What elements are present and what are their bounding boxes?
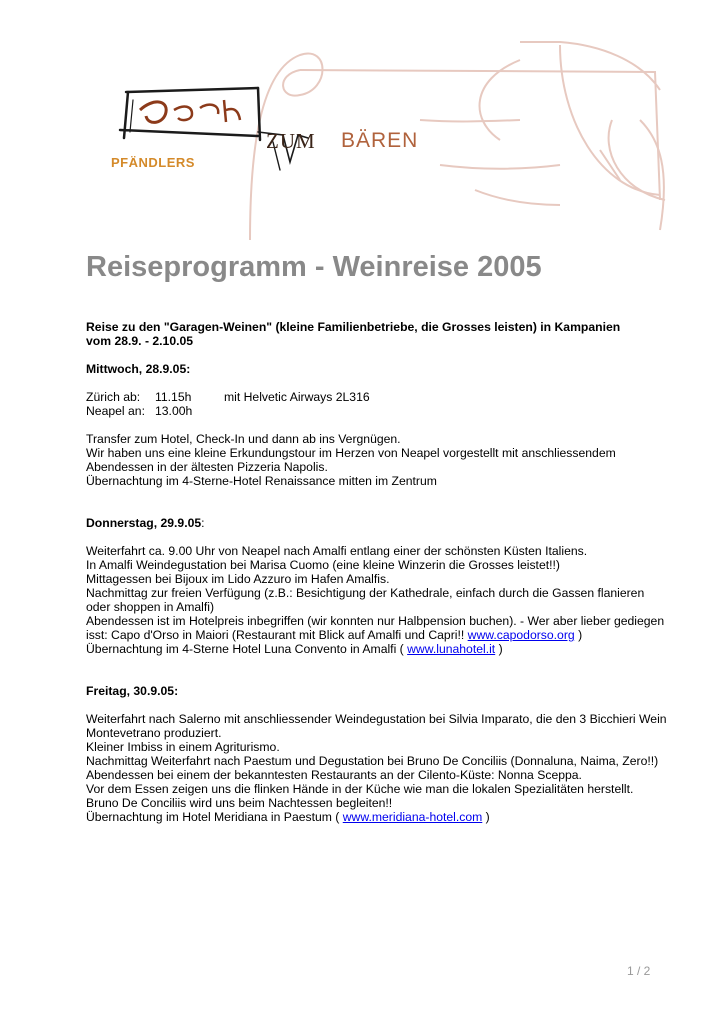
meridiana-close: ) (482, 810, 490, 824)
day2-text-line: Weiterfahrt ca. 9.00 Uhr von Neapel nach Amalfi entlang einer der schönsten Küsten Italiens. (86, 544, 588, 558)
document-body (86, 248, 676, 824)
capodorso-link[interactable]: www.capodorso.org (467, 628, 575, 642)
day2-heading-colon: : (201, 516, 205, 530)
day3-text-line: Montevetrano produziert. (86, 726, 222, 740)
day2-text-line: Abendessen ist im Hotelpreis inbegriffen (wir konnten nur Halbpension buchen). - Wer aber lieber gediegen (86, 614, 665, 628)
meridiana-text: Übernachtung im Hotel Meridiana in Paestum ( (86, 810, 343, 824)
flight-time: 13.00h (155, 404, 193, 418)
flight-row-arrival (86, 404, 676, 418)
day2-text-line: oder shoppen in Amalfi) (86, 600, 215, 614)
flight-time: 11.15h (155, 390, 192, 404)
day1-heading: Mittwoch, 28.9.05: (86, 362, 191, 376)
day1-text-line: Transfer zum Hotel, Check-In und dann ab ins Vergnügen. (86, 432, 401, 446)
flight-note: mit Helvetic Airways 2L316 (224, 390, 370, 404)
day2-heading (86, 516, 676, 530)
day3-text-line: Weiterfahrt nach Salerno mit anschliessender Weindegustation bei Silvia Imparato, die den 3 Bicchieri Wein (86, 712, 667, 726)
flight-label: Zürich ab: (86, 390, 141, 404)
logo-zum-text: ZUM (266, 129, 316, 153)
day2-text-line: In Amalfi Weindegustation bei Marisa Cuomo (eine kleine Winzerin die Grosses leistet!!) (86, 558, 560, 572)
day2-text-line: Nachmittag zur freien Verfügung (z.B.: Besichtigung der Kathedrale, einfach durch die Gassen flanieren (86, 586, 645, 600)
day3-text-line: Bruno De Conciliis wird uns beim Nachtessen begleiten!! (86, 796, 393, 810)
logo-tagline: PFÄNDLERS (111, 155, 195, 170)
flight-label: Neapel an: (86, 404, 145, 418)
capo-text: isst: Capo d'Orso in Maiori (Restaurant mit Blick auf Amalfi und Capri!! (86, 628, 468, 642)
lunahotel-link[interactable]: www.lunahotel.it (407, 642, 496, 656)
day1-text-line: Übernachtung im 4-Sterne-Hotel Renaissance mitten im Zentrum (86, 474, 437, 488)
page-number: 1 / 2 (627, 964, 651, 978)
meridiana-link[interactable]: www.meridiana-hotel.com (342, 810, 483, 824)
day1-text-line: Wir haben uns eine kleine Erkundungstour im Herzen von Neapel vorgestellt mit anschliessendem (86, 446, 616, 460)
day2-text-line: Mittagessen bei Bijoux im Lido Azzuro im Hafen Amalfis. (86, 572, 390, 586)
day2-luna-line (86, 642, 676, 656)
luna-text: Übernachtung im 4-Sterne Hotel Luna Convento in Amalfi ( (86, 642, 408, 656)
day3-text-line: Vor dem Essen zeigen uns die flinken Hände in der Küche wie man die lokalen Spezialitäten herstellt. (86, 782, 634, 796)
intro-line-2: vom 28.9. - 2.10.05 (86, 334, 194, 348)
page-title: Reiseprogramm - Weinreise 2005 (86, 251, 542, 283)
flight-row-departure (86, 390, 676, 404)
logo-baeren-text: BÄREN (341, 129, 419, 152)
capo-close: ) (574, 628, 583, 642)
day3-heading: Freitag, 30.9.05: (86, 684, 179, 698)
luna-close: ) (495, 642, 503, 656)
intro-line-1: Reise zu den "Garagen-Weinen" (kleine Familienbetriebe, die Grosses leisten) in Kampanien (86, 320, 621, 334)
day3-text-line: Abendessen bei einem der bekanntesten Restaurants an der Cilento-Küste: Nonna Sceppa. (86, 768, 582, 782)
day3-meridiana-line (86, 810, 676, 824)
day1-text-line: Abendessen in der ältesten Pizzeria Napolis. (86, 460, 328, 474)
day2-capo-line (86, 628, 676, 642)
day2-heading-text: Donnerstag, 29.9.05 (86, 516, 202, 530)
day3-text-line: Nachmittag Weiterfahrt nach Paestum und Degustation bei Bruno De Conciliis (Donnaluna, Naima, Zero!!) (86, 754, 659, 768)
day3-text-line: Kleiner Imbiss in einem Agriturismo. (86, 740, 280, 754)
